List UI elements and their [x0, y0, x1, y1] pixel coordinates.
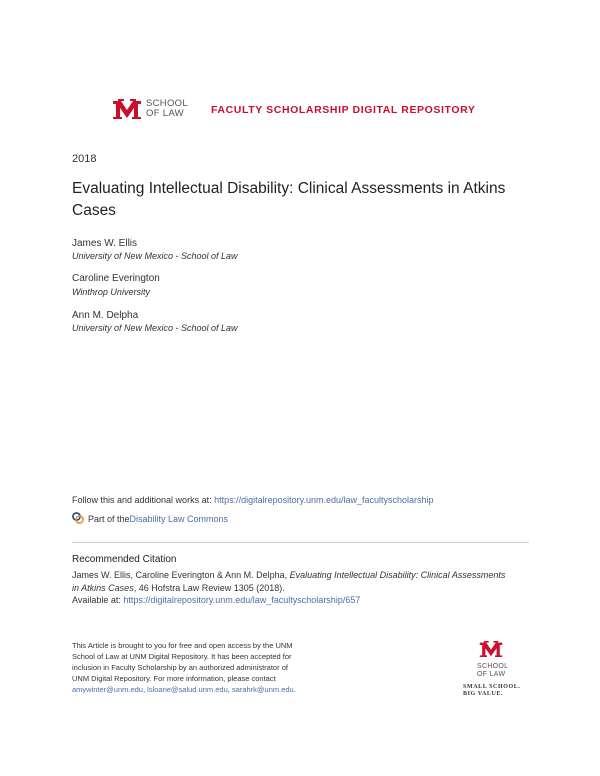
author-affiliation: University of New Mexico - School of Law: [72, 251, 238, 261]
citation-authors: James W. Ellis, Caroline Everington & Ann M. Delpha,: [72, 570, 290, 580]
period: .: [293, 685, 296, 694]
tagline-line1: SMALL SCHOOL.: [463, 684, 521, 690]
follow-prefix: Follow this and additional works at:: [72, 495, 215, 505]
repository-link[interactable]: https://digitalrepository.unm.edu/law_facultyscholarship: [214, 495, 434, 505]
separator: ,: [142, 685, 148, 694]
unm-logo-icon: [112, 98, 142, 125]
author-affiliation: Winthrop University: [72, 287, 150, 297]
follow-line: [72, 495, 434, 505]
email-link[interactable]: sarahrk@unm.edu: [231, 685, 294, 694]
email-link[interactable]: amywinter@unm.edu: [72, 685, 143, 694]
citation-heading: Recommended Citation: [72, 554, 177, 565]
citation-title: Evaluating Intellectual Disability: Clinical Assessments in Atkins Cases: [72, 570, 506, 593]
article-link[interactable]: https://digitalrepository.unm.edu/law_facultyscholarship/657: [123, 595, 361, 605]
footer-school-label: [477, 663, 508, 679]
citation-body: [72, 569, 512, 607]
part-of-line: [72, 512, 228, 526]
section-divider: [72, 542, 529, 543]
citation-source: , 46 Hofstra Law Review 1305 (2018).: [133, 582, 285, 593]
author-name: Caroline Everington: [72, 273, 160, 284]
access-notice-text: This Article is brought to you for free and open access by the UNM School of Law at UNM Digital Repository. It has been accepted for inclusion in Faculty Scholarship by an authorized administrator of UNM Digital Repository. For more information, please contact: [72, 641, 293, 683]
footer-school-line2: OF LAW: [477, 671, 506, 678]
footer-school-line1: SCHOOL: [477, 663, 509, 670]
tagline: [463, 684, 520, 698]
author-name: Ann M. Delpha: [72, 310, 139, 321]
header-school-label: [146, 99, 188, 119]
part-of-prefix: Part of the: [88, 514, 130, 524]
unm-footer-logo-icon: [479, 640, 503, 663]
author-affiliation: University of New Mexico - School of Law: [72, 323, 238, 333]
commons-network-icon: [72, 512, 88, 526]
author-name: James W. Ellis: [72, 238, 138, 249]
publication-year: 2018: [72, 153, 97, 165]
available-prefix: Available at:: [72, 595, 124, 605]
separator: ,: [227, 685, 232, 694]
repository-title: FACULTY SCHOLARSHIP DIGITAL REPOSITORY: [211, 104, 476, 116]
article-title: Evaluating Intellectual Disability: Clinical Assessments in Atkins Cases: [72, 180, 506, 219]
disability-law-commons-link[interactable]: Disability Law Commons: [129, 514, 229, 524]
header-school-line2: OF LAW: [146, 108, 184, 119]
access-notice: [72, 640, 302, 695]
header-school-line1: SCHOOL: [146, 98, 188, 109]
email-link[interactable]: lsloane@salud.unm.edu: [147, 685, 228, 694]
tagline-line2: BIG VALUE.: [463, 691, 504, 697]
